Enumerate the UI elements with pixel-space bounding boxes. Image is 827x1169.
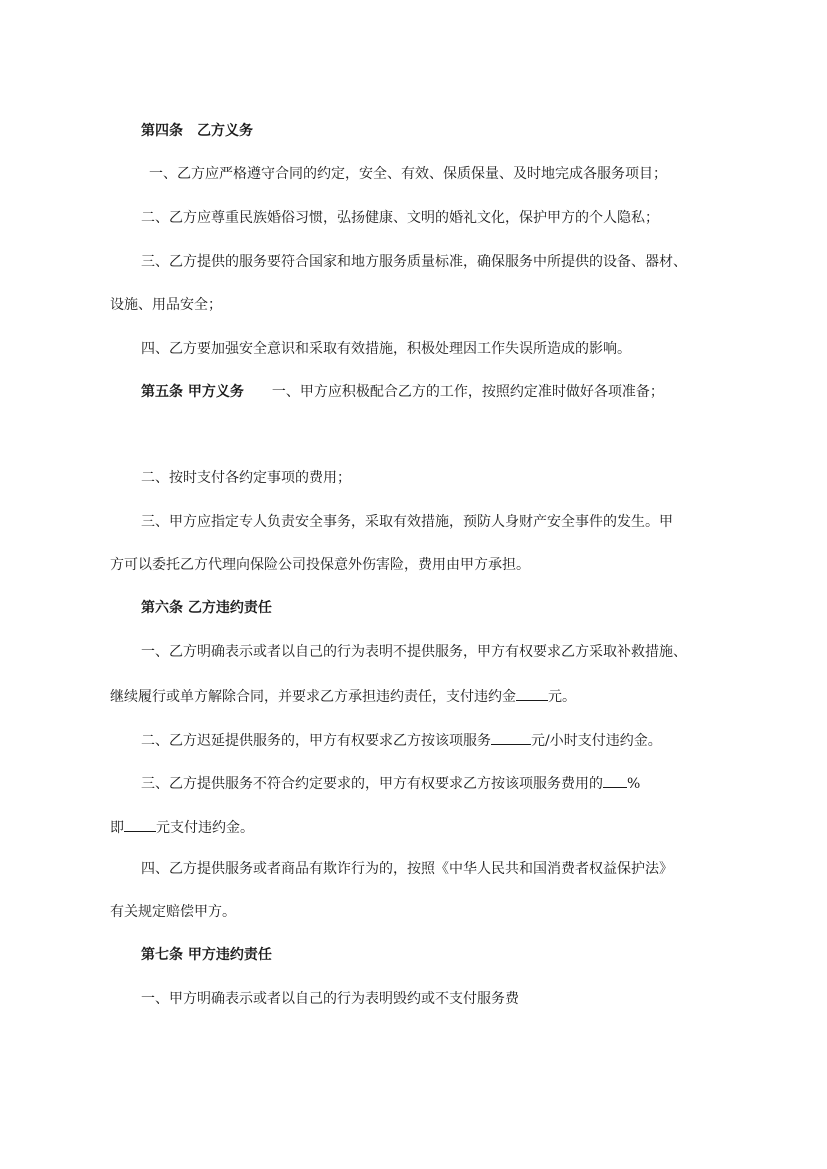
penalty-amount-blank (516, 685, 548, 701)
hourly-penalty-blank (491, 729, 531, 745)
article-7-clause-1: 一、甲方明确表示或者以自己的行为表明毁约或不支付服务费 (141, 991, 519, 1007)
article-6-clause-3-line-2 (110, 816, 254, 836)
article-6-heading: 第六条 乙方违约责任 (141, 600, 272, 616)
article-6-clause-3-line-1 (141, 772, 640, 792)
article-4-clause-4: 四、乙方要加强安全意识和采取有效措施，积极处理因工作失误所造成的影响。 (141, 341, 631, 357)
article-6-clause-1-text: 继续履行或单方解除合同，并要求乙方承担违约责任，支付违约金 (110, 689, 516, 705)
article-6-clause-2-unit: 元/小时支付违约金。 (531, 733, 662, 749)
article-4-clause-2: 二、乙方应尊重民族婚俗习惯，弘扬健康、文明的婚礼文化，保护甲方的个人隐私； (141, 210, 659, 226)
article-6-clause-3-prefix: 即 (110, 820, 124, 836)
article-6-clause-3-text: 三、乙方提供服务不符合约定要求的，甲方有权要求乙方按该项服务费用的 (141, 776, 603, 792)
article-6-clause-2 (141, 729, 662, 749)
article-5-clause-3-line-1: 三、甲方应指定专人负责安全事务，采取有效措施，预防人身财产安全事件的发生。甲 (141, 514, 673, 530)
article-6-clause-3-percent: % (627, 776, 641, 792)
article-6-clause-1-unit: 元。 (548, 689, 576, 705)
article-6-clause-3-suffix: 元支付违约金。 (156, 820, 254, 836)
article-6-clause-4-line-1: 四、乙方提供服务或者商品有欺诈行为的，按照《中华人民共和国消费者权益保护法》 (141, 861, 673, 877)
article-6-clause-1-line-2 (110, 685, 576, 705)
article-4-clause-3-line-2: 设施、用品安全； (110, 297, 222, 313)
article-5-clause-3-line-2: 方可以委托乙方代理向保险公司投保意外伤害险，费用由甲方承担。 (110, 557, 530, 573)
article-5-clause-1: 一、甲方应积极配合乙方的工作，按照约定准时做好各项准备； (271, 384, 664, 400)
penalty-yuan-blank (124, 816, 156, 832)
article-6-clause-4-line-2: 有关规定赔偿甲方。 (110, 904, 236, 920)
article-5-heading-line (141, 382, 664, 402)
penalty-percent-blank (603, 772, 627, 788)
article-7-heading: 第七条 甲方违约责任 (141, 947, 272, 963)
article-5-clause-2: 二、按时支付各约定事项的费用； (141, 470, 351, 486)
article-4-clause-3-line-1: 三、乙方提供的服务要符合国家和地方服务质量标准，确保服务中所提供的设备、器材、 (141, 254, 687, 270)
article-6-clause-1-line-1: 一、乙方明确表示或者以自己的行为表明不提供服务，甲方有权要求乙方采取补救措施、 (141, 644, 687, 660)
article-5-heading: 第五条 甲方义务 (141, 384, 244, 400)
article-6-clause-2-text: 二、乙方迟延提供服务的，甲方有权要求乙方按该项服务 (141, 733, 491, 749)
article-4-clause-1: 一、乙方应严格遵守合同的约定，安全、有效、保质保量、及时地完成各服务项目； (149, 166, 667, 182)
article-4-heading: 第四条 乙方义务 (141, 123, 253, 139)
